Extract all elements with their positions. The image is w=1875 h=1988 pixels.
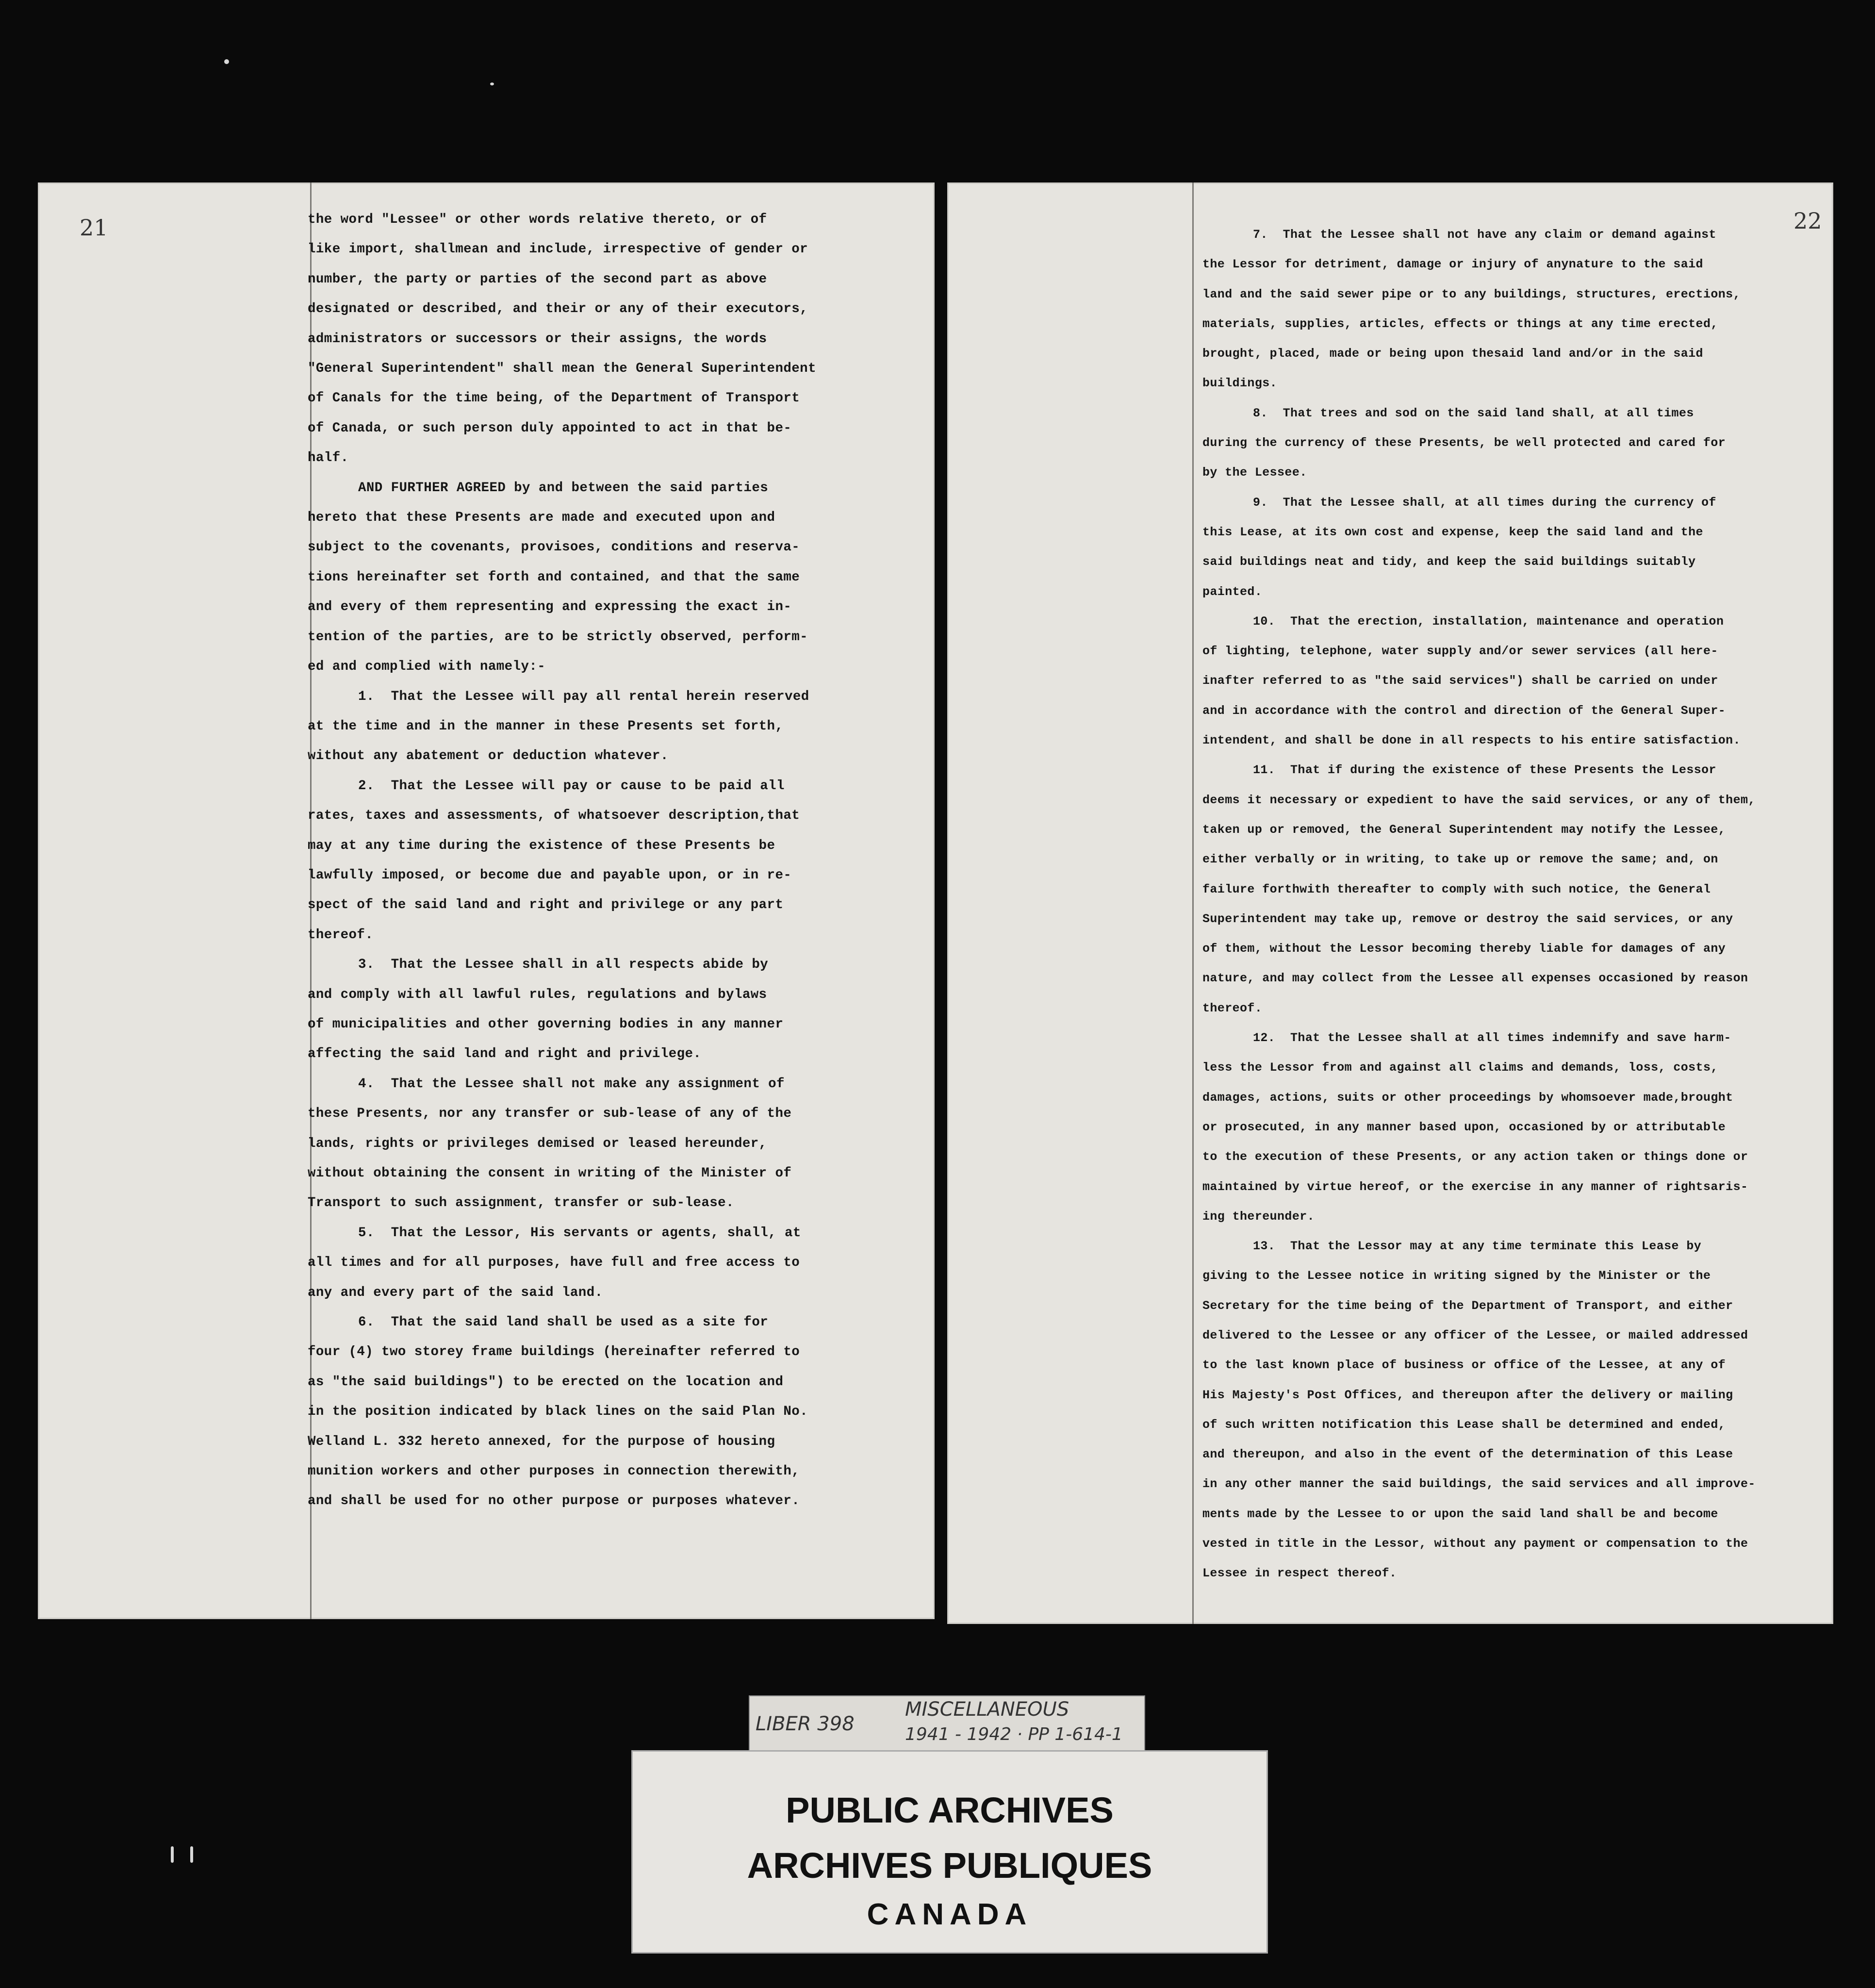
text-line: like import, shallmean and include, irrespective of gender or [308,242,808,257]
text-line: 3. That the Lessee shall in all respects abide by [358,957,769,973]
text-line: lands, rights or privileges demised or leased hereunder, [308,1136,767,1151]
text-line: munition workers and other purposes in connection therewith, [308,1464,800,1479]
text-line: 12. That the Lessee shall at all times indemnify and save harm- [1253,1031,1731,1045]
text-line: 10. That the erection, installation, maintenance and operation [1253,614,1724,629]
stamp-line: PUBLIC ARCHIVES [786,1790,1114,1830]
text-line: delivered to the Lessee or any officer of the Lessee, or mailed addressed [1202,1328,1748,1342]
text-line: lawfully imposed, or become due and payable upon, or in re- [308,867,792,883]
text-line: AND FURTHER AGREED by and between the said parties [358,480,769,496]
text-line: may at any time during the existence of these Presents be [308,838,775,853]
text-line: Lessee in respect thereof. [1202,1566,1397,1581]
text-line: giving to the Lessee notice in writing signed by the Minister or the [1202,1269,1711,1283]
stamp-line: ARCHIVES PUBLIQUES [747,1845,1152,1886]
text-line: and shall be used for no other purpose or purposes whatever. [308,1493,800,1509]
text-line: of them, without the Lessor becoming thereby liable for damages of any [1202,942,1726,956]
text-line: 6. That the said land shall be used as a site for [358,1315,769,1330]
text-line: maintained by virtue hereof, or the exercise in any manner of rightsaris- [1202,1179,1748,1194]
text-line: this Lease, at its own cost and expense, keep the said land and the [1202,525,1703,539]
text-line: four (4) two storey frame buildings (hereinafter referred to [308,1344,800,1360]
text-line: ed and complied with namely:- [308,659,546,675]
text-line: damages, actions, suits or other proceedings by whomsoever made,brought [1202,1090,1733,1105]
text-line: in the position indicated by black lines on the said Plan No. [308,1404,808,1420]
text-line: failure forthwith thereafter to comply with such notice, the General [1202,882,1711,896]
text-line: Transport to such assignment, transfer or sub-lease. [308,1195,734,1211]
text-line: Welland L. 332 hereto annexed, for the purpose of housing [308,1434,775,1449]
text-line: 1. That the Lessee will pay all rental herein reserved [358,689,809,704]
text-line: 2. That the Lessee will pay or cause to be paid all [358,778,785,794]
text-line: deems it necessary or expedient to have the said services, or any of them, [1202,793,1756,807]
text-line: either verbally or in writing, to take up or remove the same; and, on [1202,852,1718,867]
text-line: 9. That the Lessee shall, at all times during the currency of [1253,495,1716,510]
text-line: hereto that these Presents are made and executed upon and [308,510,775,526]
text-line: all times and for all purposes, have full and free access to [308,1255,800,1271]
text-line: 8. That trees and sod on the said land shall, at all times [1253,406,1694,420]
text-line: of Canada, or such person duly appointed to act in that be- [308,420,792,436]
text-column [1202,220,1828,1589]
text-line: half. [308,450,349,466]
text-line: thereof. [1202,1001,1263,1015]
text-line: ing thereunder. [1202,1209,1315,1224]
text-line: of lighting, telephone, water supply and/or sewer services (all here- [1202,644,1718,659]
stamp-line: CANADA [867,1898,1033,1931]
text-line: number, the party or parties of the second part as above [308,271,767,287]
text-line: affecting the said land and right and privilege. [308,1046,702,1062]
text-line: of such written notification this Lease shall be determined and ended, [1202,1417,1726,1432]
text-column [308,205,924,1516]
text-line: tention of the parties, are to be strictly observed, perform- [308,629,808,645]
volume-title: MISCELLANEOUS [905,1698,1069,1721]
text-line: brought, placed, made or being upon thesaid land and/or in the said [1202,347,1703,361]
volume-range: 1941 - 1942 · PP 1-614-1 [905,1724,1123,1744]
text-line: spect of the said land and right and privilege or any part [308,897,784,913]
text-line: Secretary for the time being of the Department of Transport, and either [1202,1298,1733,1313]
text-line: and comply with all lawful rules, regulations and bylaws [308,987,767,1002]
text-line: said buildings neat and tidy, and keep the said buildings suitably [1202,555,1696,569]
text-line: of Canals for the time being, of the Department of Transport [308,391,800,406]
text-line: designated or described, and their or any of their executors, [308,301,808,317]
text-line: at the time and in the manner in these Presents set forth, [308,718,784,734]
text-line: vested in title in the Lessor, without any payment or compensation to the [1202,1537,1748,1551]
text-line: as "the said buildings") to be erected on the location and [308,1374,784,1390]
text-line: administrators or successors or their assigns, the words [308,331,767,347]
film-speck [190,1846,193,1863]
page-number: 21 [80,215,108,241]
text-line: taken up or removed, the General Superintendent may notify the Lessee, [1202,822,1726,837]
text-line: thereof. [308,927,374,943]
text-line: inafter referred to as "the said services") shall be carried on under [1202,674,1718,688]
text-line: nature, and may collect from the Lessee all expenses occasioned by reason [1202,971,1748,986]
text-line: without obtaining the consent in writing of the Minister of [308,1166,792,1181]
text-line: during the currency of these Presents, be well protected and cared for [1202,436,1726,450]
text-line: 4. That the Lessee shall not make any assignment of [358,1076,785,1092]
text-line: tions hereinafter set forth and contained, and that the same [308,569,800,585]
text-line: intendent, and shall be done in all respects to his entire satisfaction. [1202,733,1741,748]
film-speck [224,59,229,64]
text-line: any and every part of the said land. [308,1285,603,1300]
archives-stamp [631,1750,1268,1954]
text-line: of municipalities and other governing bodies in any manner [308,1016,784,1032]
text-line: subject to the covenants, provisoes, conditions and reserva- [308,540,800,555]
page-number: 22 [1793,208,1822,234]
text-line: land and the said sewer pipe or to any buildings, structures, erections, [1202,287,1741,301]
text-line: the word "Lessee" or other words relative thereto, or of [308,212,767,227]
left-page [38,182,935,1619]
text-line: these Presents, nor any transfer or sub-lease of any of the [308,1106,792,1122]
text-line: 5. That the Lessor, His servants or agents, shall, at [358,1225,801,1241]
text-line: to the last known place of business or office of the Lessee, at any of [1202,1358,1726,1373]
text-line: or prosecuted, in any manner based upon, occasioned by or attributable [1202,1120,1726,1134]
text-line: and in accordance with the control and direction of the General Super- [1202,703,1726,718]
film-speck [490,83,494,85]
text-line: "General Superintendent" shall mean the General Superintendent [308,361,816,377]
text-line: by the Lessee. [1202,465,1307,480]
margin-rule [1192,182,1194,1624]
text-line: buildings. [1202,376,1278,391]
text-line: less the Lessor from and against all claims and demands, loss, costs, [1202,1060,1718,1075]
text-line: the Lessor for detriment, damage or injury of anynature to the said [1202,257,1703,272]
text-line: ments made by the Lessee to or upon the said land shall be and become [1202,1507,1718,1521]
text-line: Superintendent may take up, remove or destroy the said services, or any [1202,911,1733,926]
text-line: materials, supplies, articles, effects or things at any time erected, [1202,316,1718,331]
text-line: without any abatement or deduction whatever. [308,748,669,764]
text-line: and every of them representing and expressing the exact in- [308,599,792,615]
text-line: and thereupon, and also in the event of the determination of this Lease [1202,1447,1733,1462]
text-line: 11. That if during the existence of these Presents the Lessor [1253,763,1716,778]
text-line: in any other manner the said buildings, the said services and all improve- [1202,1477,1756,1491]
liber-label [749,1695,1145,1752]
text-line: His Majesty's Post Offices, and thereupon after the delivery or mailing [1202,1388,1733,1402]
text-line: 7. That the Lessee shall not have any claim or demand against [1253,228,1716,242]
text-line: 13. That the Lessor may at any time terminate this Lease by [1253,1239,1702,1254]
text-line: rates, taxes and assessments, of whatsoever description,that [308,808,800,824]
film-speck [171,1846,174,1863]
text-line: painted. [1202,584,1263,599]
liber-number: LIBER 398 [756,1713,855,1735]
right-page [947,182,1833,1624]
text-line: to the execution of these Presents, or any action taken or things done or [1202,1150,1748,1164]
